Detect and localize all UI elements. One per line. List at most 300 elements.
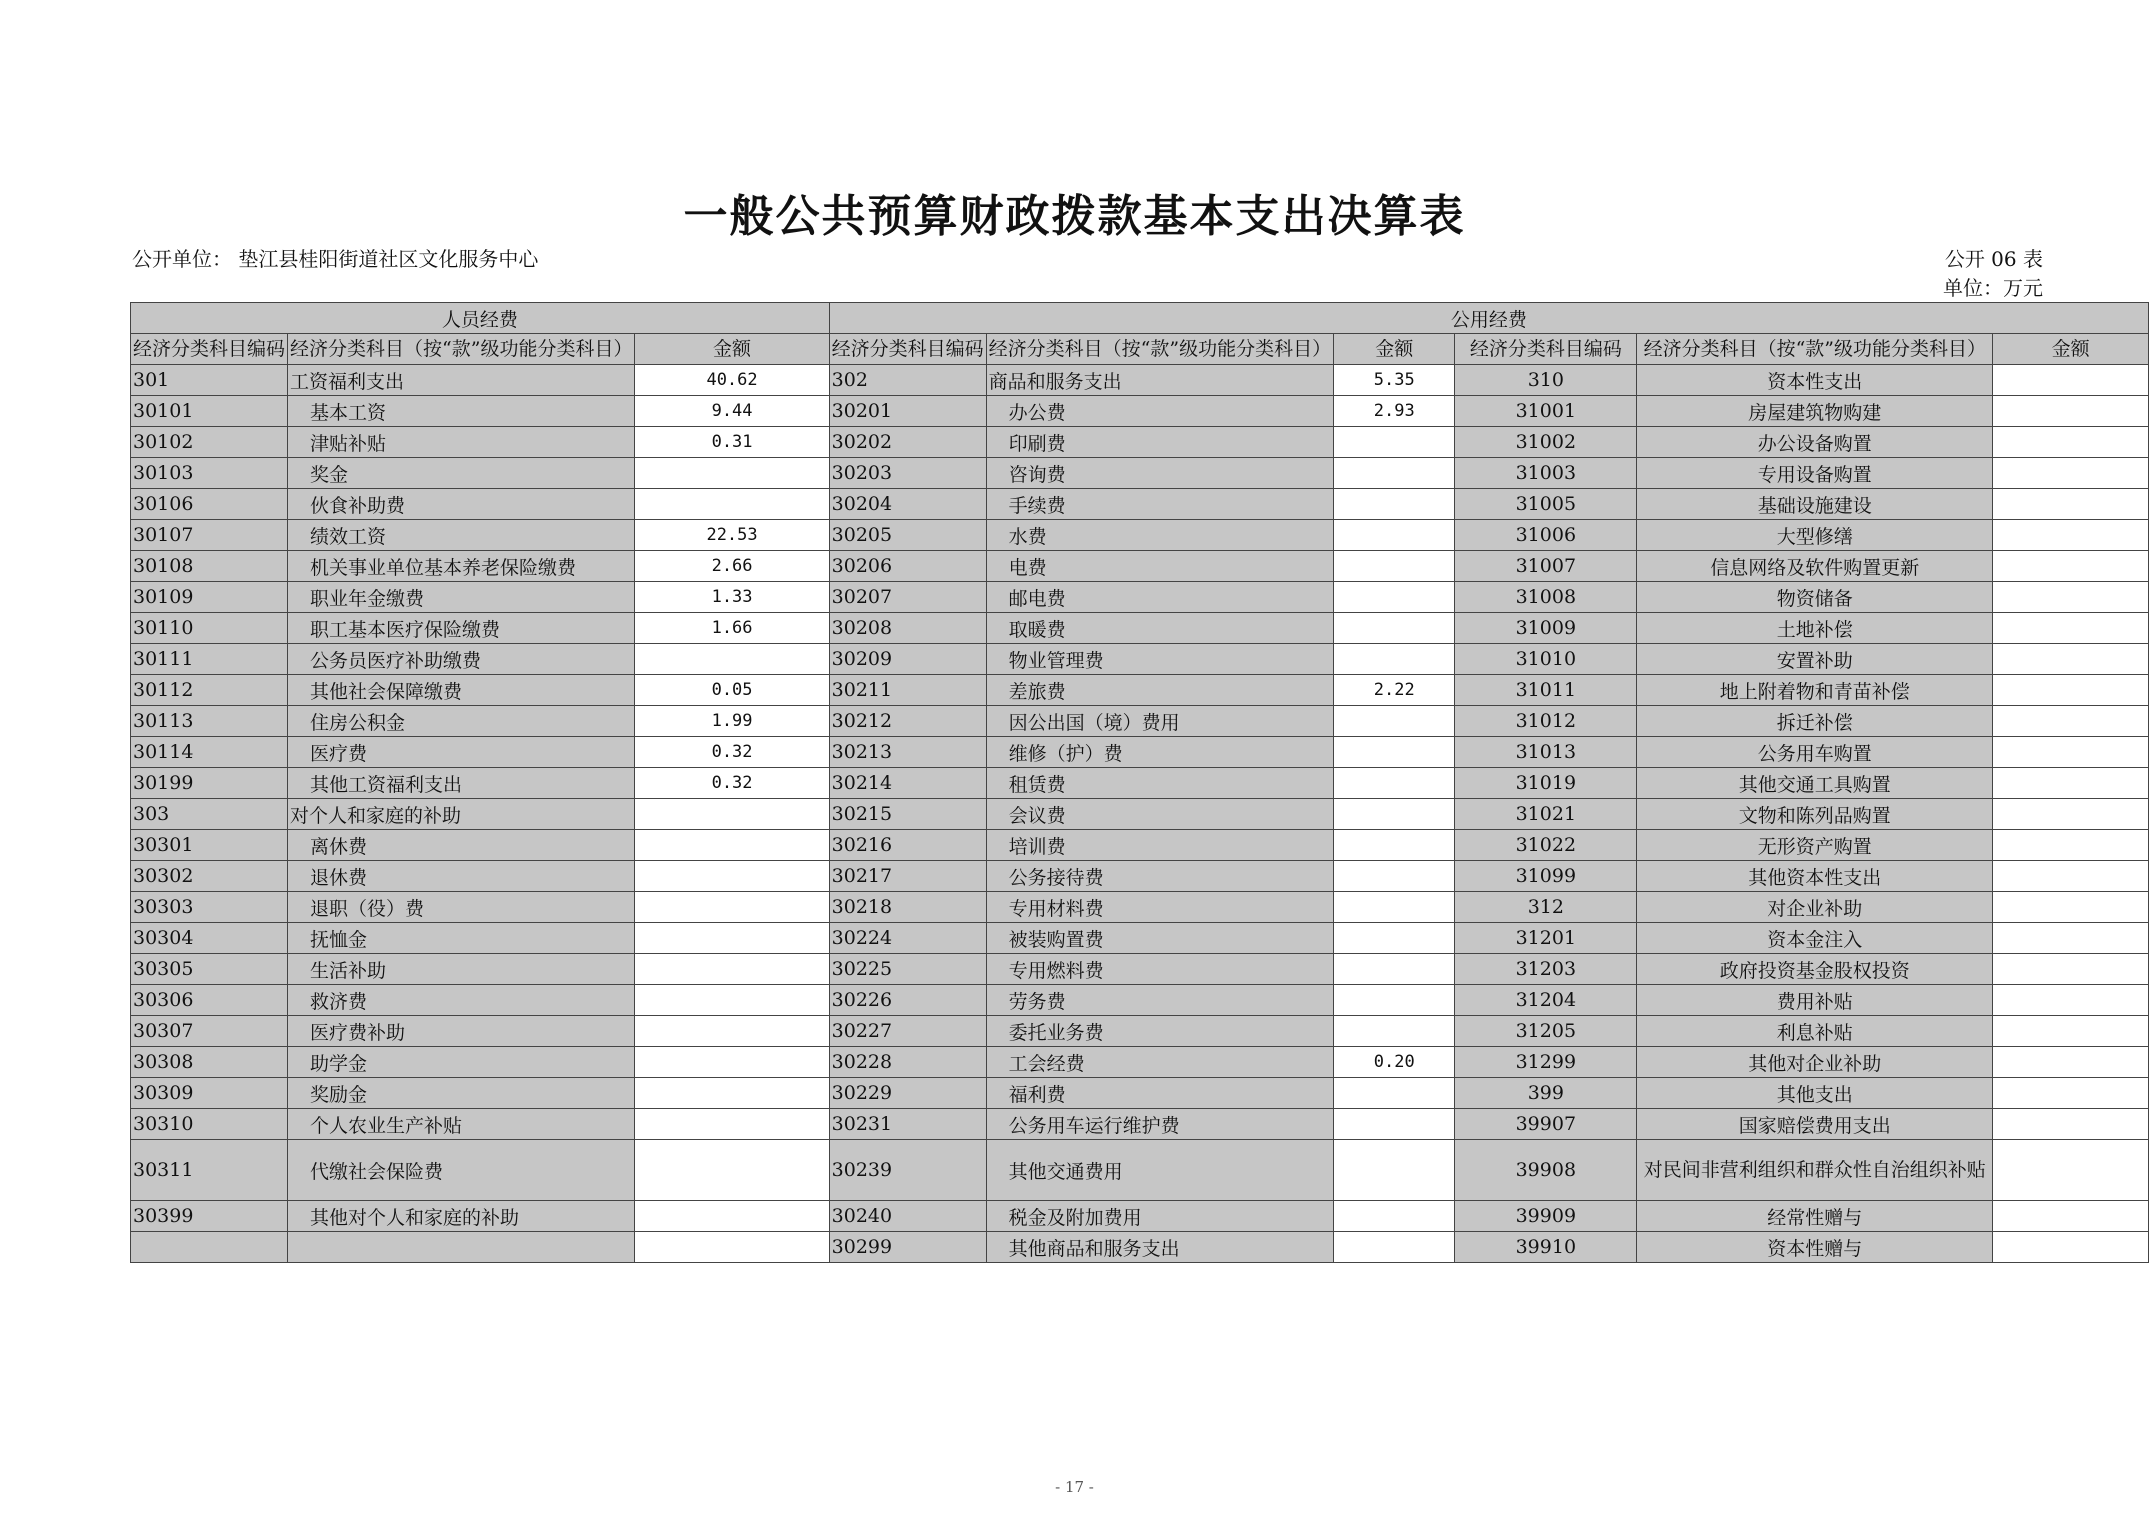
personnel-name-cell: 公务员医疗补助缴费 [288,644,635,675]
public-name-cell: 租赁费 [986,768,1333,799]
capital-code-cell: 31021 [1455,799,1637,830]
public-name-cell: 手续费 [986,489,1333,520]
capital-code-cell: 31006 [1455,520,1637,551]
capital-name-cell: 资本金注入 [1637,923,1993,954]
public-amount-cell [1334,923,1455,954]
personnel-code-cell: 30308 [131,1047,288,1078]
capital-amount-cell [1993,706,2149,737]
capital-amount-cell [1993,923,2149,954]
personnel-code-cell: 30305 [131,954,288,985]
public-code-cell: 30225 [829,954,986,985]
public-name-cell: 公务接待费 [986,861,1333,892]
capital-code-cell: 31203 [1455,954,1637,985]
personnel-name-cell: 其他社会保障缴费 [288,675,635,706]
capital-name-cell: 其他支出 [1637,1078,1993,1109]
table-row [131,520,2149,551]
public-name-cell: 取暖费 [986,613,1333,644]
public-name-cell: 税金及附加费用 [986,1201,1333,1232]
personnel-name-cell: 抚恤金 [288,923,635,954]
capital-amount-cell [1993,520,2149,551]
personnel-amount-cell [635,830,829,861]
capital-amount-cell [1993,1140,2149,1201]
capital-amount-cell [1993,954,2149,985]
capital-name-cell: 资本性赠与 [1637,1232,1993,1263]
personnel-name-cell: 奖励金 [288,1078,635,1109]
page-number: - 17 - [1055,1478,1094,1496]
public-amount-cell [1334,737,1455,768]
capital-amount-cell [1993,737,2149,768]
capital-name-cell: 安置补助 [1637,644,1993,675]
personnel-code-cell: 30113 [131,706,288,737]
capital-name-cell: 专用设备购置 [1637,458,1993,489]
personnel-code-cell: 30103 [131,458,288,489]
public-amount-cell: 2.93 [1334,396,1455,427]
public-amount-cell [1334,1016,1455,1047]
table-row [131,923,2149,954]
personnel-amount-cell [635,1232,829,1263]
personnel-code-cell: 30399 [131,1201,288,1232]
personnel-amount-cell [635,1201,829,1232]
public-name-cell: 工会经费 [986,1047,1333,1078]
capital-name-cell: 信息网络及软件购置更新 [1637,551,1993,582]
capital-code-cell: 31299 [1455,1047,1637,1078]
public-code-cell: 30202 [829,427,986,458]
public-amount-cell [1334,861,1455,892]
personnel-name-cell: 津贴补贴 [288,427,635,458]
personnel-code-cell: 30107 [131,520,288,551]
public-code-cell: 30211 [829,675,986,706]
personnel-amount-cell: 0.31 [635,427,829,458]
public-code-cell: 30227 [829,1016,986,1047]
public-name-cell: 委托业务费 [986,1016,1333,1047]
header-code: 经济分类科目编码 [131,334,288,365]
capital-amount-cell [1993,1078,2149,1109]
personnel-name-cell: 退职（役）费 [288,892,635,923]
public-name-cell: 其他商品和服务支出 [986,1232,1333,1263]
table-number: 公开 06 表 [1944,247,2043,271]
capital-name-cell: 对民间非营利组织和群众性自治组织补贴 [1637,1140,1993,1201]
table-row [131,1016,2149,1047]
personnel-name-cell: 工资福利支出 [288,365,635,396]
public-code-cell: 30228 [829,1047,986,1078]
public-amount-cell [1334,1109,1455,1140]
capital-code-cell: 399 [1455,1078,1637,1109]
personnel-code-cell: 30112 [131,675,288,706]
table-row [131,396,2149,427]
public-code-cell: 30217 [829,861,986,892]
public-name-cell: 福利费 [986,1078,1333,1109]
personnel-code-cell: 30102 [131,427,288,458]
public-amount-cell [1334,1201,1455,1232]
public-name-cell: 邮电费 [986,582,1333,613]
public-amount-cell [1334,830,1455,861]
table-row [131,830,2149,861]
public-amount-cell [1334,706,1455,737]
personnel-name-cell: 住房公积金 [288,706,635,737]
personnel-amount-cell: 9.44 [635,396,829,427]
header-name: 经济分类科目（按“款”级功能分类科目） [986,334,1333,365]
personnel-name-cell: 代缴社会保险费 [288,1140,635,1201]
capital-amount-cell [1993,830,2149,861]
table-meta [1943,245,2043,303]
capital-name-cell: 办公设备购置 [1637,427,1993,458]
personnel-amount-cell: 22.53 [635,520,829,551]
public-name-cell: 劳务费 [986,985,1333,1016]
personnel-code-cell: 30114 [131,737,288,768]
personnel-code-cell: 30106 [131,489,288,520]
capital-amount-cell [1993,1016,2149,1047]
personnel-amount-cell: 0.32 [635,737,829,768]
capital-name-cell: 其他资本性支出 [1637,861,1993,892]
capital-name-cell: 物资储备 [1637,582,1993,613]
personnel-name-cell: 救济费 [288,985,635,1016]
personnel-name-cell: 其他工资福利支出 [288,768,635,799]
capital-name-cell: 文物和陈列品购置 [1637,799,1993,830]
public-code-cell: 30229 [829,1078,986,1109]
personnel-name-cell: 对个人和家庭的补助 [288,799,635,830]
table-row [131,613,2149,644]
public-amount-cell [1334,489,1455,520]
capital-amount-cell [1993,489,2149,520]
public-code-cell: 30212 [829,706,986,737]
public-name-cell: 办公费 [986,396,1333,427]
capital-code-cell: 31002 [1455,427,1637,458]
capital-name-cell: 土地补偿 [1637,613,1993,644]
table-row [131,644,2149,675]
public-amount-cell [1334,551,1455,582]
capital-name-cell: 拆迁补偿 [1637,706,1993,737]
capital-name-cell: 费用补贴 [1637,985,1993,1016]
personnel-name-cell: 机关事业单位基本养老保险缴费 [288,551,635,582]
capital-name-cell: 公务用车购置 [1637,737,1993,768]
capital-amount-cell [1993,644,2149,675]
personnel-code-cell: 30101 [131,396,288,427]
expenditure-table [130,302,2149,1263]
table-row [131,1047,2149,1078]
personnel-code-cell [131,1232,288,1263]
personnel-name-cell: 助学金 [288,1047,635,1078]
public-name-cell: 会议费 [986,799,1333,830]
personnel-code-cell: 30108 [131,551,288,582]
personnel-code-cell: 30306 [131,985,288,1016]
group-public: 公用经费 [829,303,2148,334]
public-amount-cell [1334,644,1455,675]
table-row [131,489,2149,520]
personnel-amount-cell: 1.66 [635,613,829,644]
table-row [131,582,2149,613]
personnel-amount-cell [635,1078,829,1109]
table-row [131,737,2149,768]
personnel-code-cell: 30311 [131,1140,288,1201]
capital-code-cell: 31011 [1455,675,1637,706]
table-row [131,365,2149,396]
capital-name-cell: 国家赔偿费用支出 [1637,1109,1993,1140]
capital-name-cell: 对企业补助 [1637,892,1993,923]
public-name-cell: 因公出国（境）费用 [986,706,1333,737]
personnel-amount-cell [635,1109,829,1140]
capital-code-cell: 31009 [1455,613,1637,644]
public-amount-cell [1334,427,1455,458]
capital-name-cell: 其他对企业补助 [1637,1047,1993,1078]
capital-code-cell: 31022 [1455,830,1637,861]
header-name: 经济分类科目（按“款”级功能分类科目） [1637,334,1993,365]
public-amount-cell [1334,458,1455,489]
capital-code-cell: 39907 [1455,1109,1637,1140]
public-code-cell: 30218 [829,892,986,923]
header-code: 经济分类科目编码 [1455,334,1637,365]
unit-name: 垫江县桂阳街道社区文化服务中心 [238,247,539,271]
personnel-code-cell: 30304 [131,923,288,954]
capital-name-cell: 基础设施建设 [1637,489,1993,520]
capital-code-cell: 39910 [1455,1232,1637,1263]
capital-name-cell: 大型修缮 [1637,520,1993,551]
capital-code-cell: 31003 [1455,458,1637,489]
personnel-code-cell: 30301 [131,830,288,861]
public-name-cell: 差旅费 [986,675,1333,706]
public-amount-cell [1334,892,1455,923]
table-row [131,1232,2149,1263]
public-amount-cell: 2.22 [1334,675,1455,706]
header-code: 经济分类科目编码 [829,334,986,365]
capital-code-cell: 310 [1455,365,1637,396]
table-row [131,799,2149,830]
capital-name-cell: 政府投资基金股权投资 [1637,954,1993,985]
table-row [131,551,2149,582]
personnel-code-cell: 30303 [131,892,288,923]
capital-code-cell: 31001 [1455,396,1637,427]
personnel-amount-cell: 0.32 [635,768,829,799]
capital-amount-cell [1993,427,2149,458]
personnel-name-cell: 个人农业生产补贴 [288,1109,635,1140]
header-amount: 金额 [635,334,829,365]
public-name-cell: 咨询费 [986,458,1333,489]
table-row [131,985,2149,1016]
personnel-amount-cell [635,985,829,1016]
personnel-name-cell: 医疗费 [288,737,635,768]
unit-label: 公开单位： [132,247,232,271]
personnel-amount-cell [635,923,829,954]
capital-amount-cell [1993,1047,2149,1078]
table-body [131,365,2149,1263]
public-code-cell: 30206 [829,551,986,582]
personnel-code-cell: 30111 [131,644,288,675]
personnel-code-cell: 30199 [131,768,288,799]
public-code-cell: 30214 [829,768,986,799]
public-amount-cell [1334,768,1455,799]
personnel-name-cell: 伙食补助费 [288,489,635,520]
public-name-cell: 电费 [986,551,1333,582]
table-row [131,1109,2149,1140]
public-code-cell: 30205 [829,520,986,551]
table-row [131,427,2149,458]
header-amount: 金额 [1334,334,1455,365]
capital-name-cell: 资本性支出 [1637,365,1993,396]
personnel-code-cell: 30110 [131,613,288,644]
public-amount-cell: 0.20 [1334,1047,1455,1078]
capital-amount-cell [1993,582,2149,613]
personnel-amount-cell [635,644,829,675]
capital-amount-cell [1993,768,2149,799]
public-code-cell: 30216 [829,830,986,861]
table-row [131,675,2149,706]
capital-amount-cell [1993,675,2149,706]
public-amount-cell [1334,1140,1455,1201]
personnel-amount-cell: 1.33 [635,582,829,613]
public-amount-cell: 5.35 [1334,365,1455,396]
personnel-amount-cell [635,458,829,489]
personnel-name-cell: 生活补助 [288,954,635,985]
capital-name-cell: 无形资产购置 [1637,830,1993,861]
public-code-cell: 30231 [829,1109,986,1140]
capital-code-cell: 31008 [1455,582,1637,613]
personnel-amount-cell [635,892,829,923]
public-name-cell: 专用材料费 [986,892,1333,923]
personnel-amount-cell: 1.99 [635,706,829,737]
public-amount-cell [1334,985,1455,1016]
personnel-name-cell: 退休费 [288,861,635,892]
capital-name-cell: 地上附着物和青苗补偿 [1637,675,1993,706]
public-amount-cell [1334,582,1455,613]
capital-amount-cell [1993,861,2149,892]
personnel-code-cell: 301 [131,365,288,396]
table-row [131,954,2149,985]
public-code-cell: 30209 [829,644,986,675]
table-row [131,1078,2149,1109]
personnel-code-cell: 30309 [131,1078,288,1109]
capital-code-cell: 31205 [1455,1016,1637,1047]
public-amount-cell [1334,613,1455,644]
personnel-code-cell: 30302 [131,861,288,892]
public-name-cell: 印刷费 [986,427,1333,458]
capital-amount-cell [1993,396,2149,427]
public-code-cell: 30226 [829,985,986,1016]
public-code-cell: 30203 [829,458,986,489]
personnel-amount-cell [635,861,829,892]
capital-code-cell: 39908 [1455,1140,1637,1201]
public-code-cell: 302 [829,365,986,396]
public-code-cell: 30201 [829,396,986,427]
table-row [131,1140,2149,1201]
public-code-cell: 30207 [829,582,986,613]
capital-name-cell: 其他交通工具购置 [1637,768,1993,799]
capital-amount-cell [1993,985,2149,1016]
public-amount-cell [1334,1232,1455,1263]
personnel-name-cell [288,1232,635,1263]
personnel-name-cell: 奖金 [288,458,635,489]
personnel-amount-cell: 40.62 [635,365,829,396]
capital-code-cell: 31012 [1455,706,1637,737]
capital-code-cell: 31007 [1455,551,1637,582]
personnel-amount-cell [635,954,829,985]
capital-amount-cell [1993,365,2149,396]
personnel-name-cell: 绩效工资 [288,520,635,551]
capital-code-cell: 31204 [1455,985,1637,1016]
reporting-unit [132,245,668,274]
capital-code-cell: 312 [1455,892,1637,923]
header-name: 经济分类科目（按“款”级功能分类科目） [288,334,635,365]
capital-code-cell: 31099 [1455,861,1637,892]
personnel-name-cell: 医疗费补助 [288,1016,635,1047]
personnel-name-cell: 基本工资 [288,396,635,427]
capital-amount-cell [1993,458,2149,489]
public-amount-cell [1334,799,1455,830]
capital-code-cell: 39909 [1455,1201,1637,1232]
capital-name-cell: 房屋建筑物购建 [1637,396,1993,427]
table-row [131,892,2149,923]
public-code-cell: 30240 [829,1201,986,1232]
personnel-amount-cell [635,1047,829,1078]
public-code-cell: 30239 [829,1140,986,1201]
capital-amount-cell [1993,799,2149,830]
personnel-code-cell: 30310 [131,1109,288,1140]
capital-code-cell: 31019 [1455,768,1637,799]
personnel-name-cell: 离休费 [288,830,635,861]
personnel-amount-cell [635,1016,829,1047]
capital-amount-cell [1993,1201,2149,1232]
public-code-cell: 30204 [829,489,986,520]
personnel-name-cell: 其他对个人和家庭的补助 [288,1201,635,1232]
capital-code-cell: 31013 [1455,737,1637,768]
public-code-cell: 30224 [829,923,986,954]
public-amount-cell [1334,1078,1455,1109]
personnel-amount-cell: 0.05 [635,675,829,706]
public-name-cell: 被装购置费 [986,923,1333,954]
personnel-amount-cell [635,1140,829,1201]
capital-amount-cell [1993,1109,2149,1140]
personnel-name-cell: 职业年金缴费 [288,582,635,613]
capital-code-cell: 31201 [1455,923,1637,954]
table-row [131,768,2149,799]
table-row [131,861,2149,892]
currency-unit: 单位：万元 [1943,276,2043,300]
public-amount-cell [1334,954,1455,985]
public-code-cell: 30215 [829,799,986,830]
public-name-cell: 维修（护）费 [986,737,1333,768]
table-row [131,1201,2149,1232]
header-amount: 金额 [1993,334,2149,365]
capital-name-cell: 经常性赠与 [1637,1201,1993,1232]
capital-amount-cell [1993,892,2149,923]
public-name-cell: 物业管理费 [986,644,1333,675]
personnel-amount-cell [635,489,829,520]
public-code-cell: 30208 [829,613,986,644]
capital-amount-cell [1993,551,2149,582]
public-name-cell: 公务用车运行维护费 [986,1109,1333,1140]
personnel-amount-cell [635,799,829,830]
capital-amount-cell [1993,1232,2149,1263]
public-amount-cell [1334,520,1455,551]
personnel-code-cell: 30109 [131,582,288,613]
personnel-amount-cell: 2.66 [635,551,829,582]
table-row [131,706,2149,737]
public-name-cell: 其他交通费用 [986,1140,1333,1201]
group-personnel: 人员经费 [131,303,830,334]
personnel-code-cell: 30307 [131,1016,288,1047]
capital-amount-cell [1993,613,2149,644]
personnel-name-cell: 职工基本医疗保险缴费 [288,613,635,644]
personnel-code-cell: 303 [131,799,288,830]
capital-name-cell: 利息补贴 [1637,1016,1993,1047]
page-title: 一般公共预算财政拨款基本支出决算表 [683,191,1466,242]
public-name-cell: 培训费 [986,830,1333,861]
public-name-cell: 专用燃料费 [986,954,1333,985]
public-name-cell: 水费 [986,520,1333,551]
public-code-cell: 30213 [829,737,986,768]
public-name-cell: 商品和服务支出 [986,365,1333,396]
public-code-cell: 30299 [829,1232,986,1263]
capital-code-cell: 31010 [1455,644,1637,675]
table-row [131,458,2149,489]
